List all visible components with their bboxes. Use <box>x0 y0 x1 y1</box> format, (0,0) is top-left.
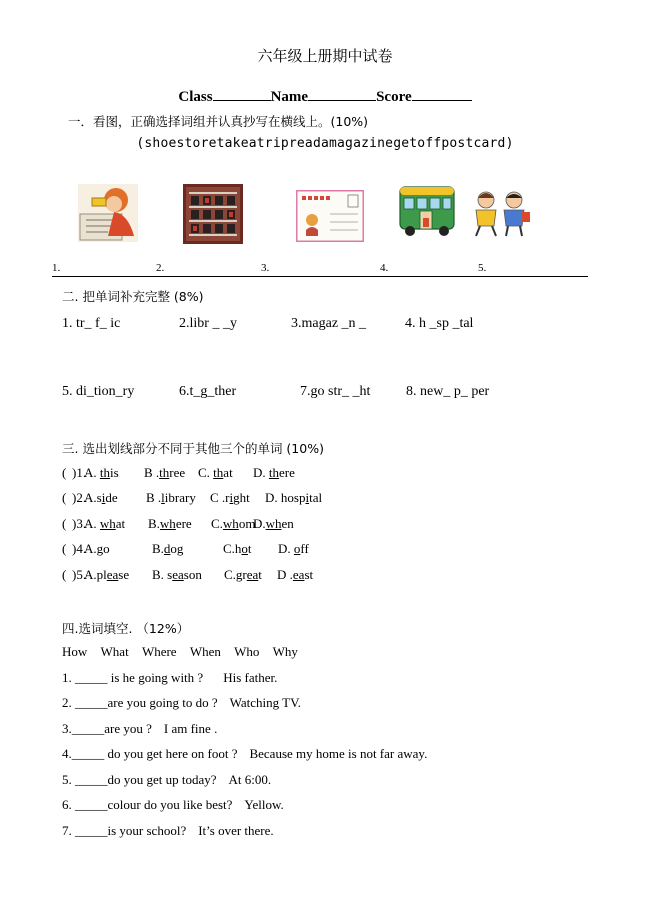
answer-paren: ( <box>62 516 67 531</box>
fill-question: 5. _____do you get up today? At 6:00. <box>62 772 272 787</box>
name-label: Name <box>270 89 309 105</box>
option-b[interactable]: B.dog <box>152 541 184 556</box>
answer-line[interactable] <box>52 262 588 277</box>
bus-picture <box>398 181 456 237</box>
option-d[interactable]: D. hospital <box>265 490 323 505</box>
section4-heading: 四.选词填空. （12%） <box>62 621 190 636</box>
option-d[interactable]: D .east <box>277 567 314 582</box>
option-c[interactable]: C .right <box>210 490 250 505</box>
fill-question: 2. _____are you going to do ? Watching TV. <box>62 695 302 710</box>
word-bank-item: When <box>189 644 221 659</box>
word-bank-item: What <box>100 644 129 659</box>
spelling-item: 2.libr _ _y <box>179 316 237 331</box>
option-a[interactable]: A.side <box>84 490 118 505</box>
name-blank[interactable] <box>308 86 376 101</box>
word-bank-item: Who <box>234 644 260 659</box>
class-blank[interactable] <box>213 86 271 101</box>
option-c[interactable]: C.whom <box>211 516 256 531</box>
fill-question: 4._____ do you get here on foot ? Because my home is not far away. <box>62 746 428 761</box>
spelling-item: 4. h _sp _tal <box>405 316 474 331</box>
fill-question: 7. _____is your school? It’s over there. <box>62 823 274 838</box>
phrase-list: (shoestoretakeatripreadamagazinegetoffpostcard) <box>136 136 514 151</box>
answer-paren: ( <box>62 490 67 505</box>
fill-question: 1. _____ is he going with ? His father. <box>62 670 278 685</box>
word-bank <box>62 644 298 660</box>
option-b[interactable]: B .three <box>144 465 186 480</box>
children-trip-picture <box>470 188 532 238</box>
postcard-picture <box>296 190 364 242</box>
question-number: )3. <box>72 516 87 531</box>
option-c[interactable]: C. that <box>198 465 233 480</box>
girl-reading-magazine-picture <box>78 184 138 242</box>
score-label: Score <box>376 89 412 105</box>
fill-question: 3._____are you ? I am fine . <box>62 721 218 736</box>
section3-heading: 三. 选出划线部分不同于其他三个的单词 (10%) <box>62 441 324 456</box>
spelling-item: 1. tr_ f_ ic <box>62 316 121 331</box>
word-bank-item: Why <box>272 644 298 659</box>
answer-number: 5. <box>478 262 487 274</box>
shoe-store-picture <box>183 184 243 244</box>
option-a[interactable]: A. this <box>84 465 119 480</box>
spelling-item: 6.t_g_ther <box>179 384 237 399</box>
student-info-line <box>0 86 650 106</box>
exam-title: 六年级上册期中试卷 <box>257 47 393 65</box>
answer-number: 1. <box>52 262 61 274</box>
answer-paren: ( <box>62 567 67 582</box>
spelling-item: 3.magaz _n _ <box>291 316 367 331</box>
option-d[interactable]: D. there <box>253 465 295 480</box>
section2-heading: 二. 把单词补充完整 (8%) <box>62 289 204 304</box>
question-number: )4. <box>72 541 87 556</box>
option-d[interactable]: D.when <box>253 516 294 531</box>
option-a[interactable]: A.go <box>84 541 110 556</box>
score-blank[interactable] <box>412 86 472 101</box>
option-d[interactable]: D. off <box>278 541 309 556</box>
answer-number: 3. <box>261 262 270 274</box>
option-b[interactable]: B. season <box>152 567 202 582</box>
option-b[interactable]: B .library <box>146 490 196 505</box>
spelling-item: 5. di_tion_ry <box>62 384 135 399</box>
question-number: )1. <box>72 465 87 480</box>
fill-question: 6. _____colour do you like best? Yellow. <box>62 797 284 812</box>
option-c[interactable]: C.great <box>224 567 262 582</box>
section1-heading: 一．看图，正确选择词组并认真抄写在横线上。(10%) <box>68 114 369 129</box>
answer-paren: ( <box>62 541 67 556</box>
option-a[interactable]: A.please <box>84 567 130 582</box>
option-b[interactable]: B.where <box>148 516 192 531</box>
question-number: )2. <box>72 490 87 505</box>
answer-number: 2. <box>156 262 165 274</box>
word-bank-item: Where <box>141 644 177 659</box>
class-label: Class <box>178 89 213 105</box>
option-a[interactable]: A. what <box>84 516 126 531</box>
answer-number: 4. <box>380 262 389 274</box>
spelling-item: 7.go str_ _ht <box>300 384 371 399</box>
word-bank-item: How <box>62 644 88 659</box>
spelling-item: 8. new_ p_ per <box>406 384 490 399</box>
option-c[interactable]: C.hot <box>223 541 252 556</box>
answer-paren: ( <box>62 465 67 480</box>
question-number: )5. <box>72 567 87 582</box>
